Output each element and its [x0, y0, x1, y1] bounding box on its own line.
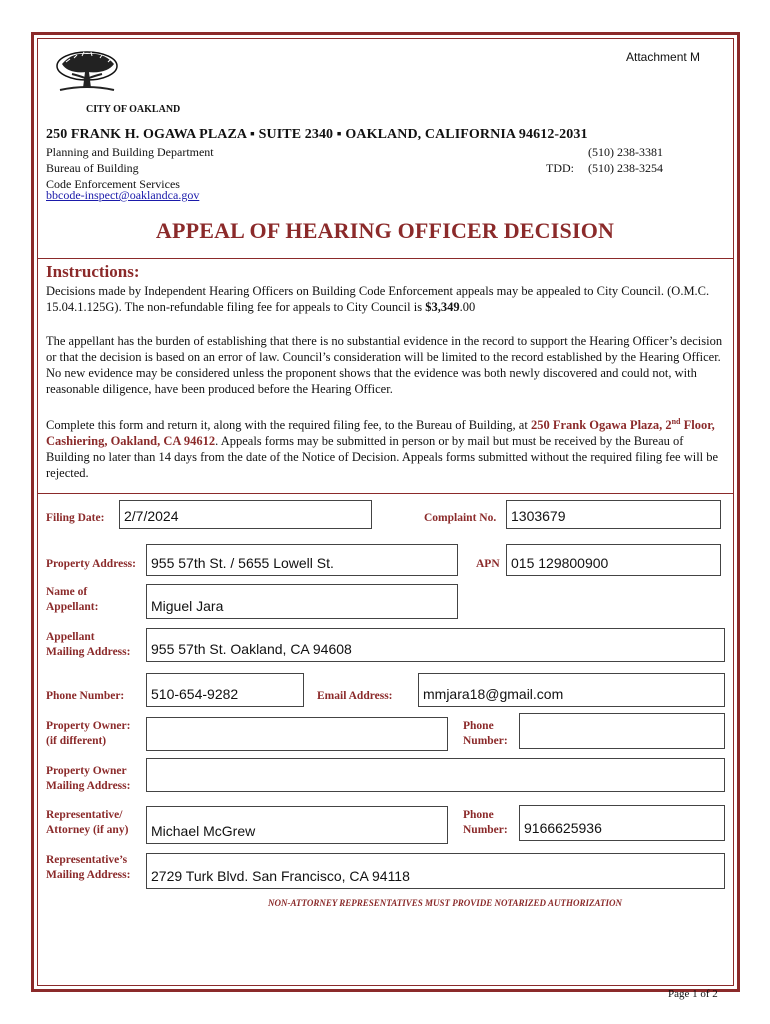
instructions-paragraph-3: Complete this form and return it, along with the required filing fee, to the Bureau of Building, at 250 Frank Ogawa Plaza, 2nd Floor, Cashiering, Oakland, CA 94612. Appeals forms may be submitted in person or by mail but must be received by the Bureau of Building no later than 14 days from the date of the Notice of Decision. Appeals forms submitted without the required filing fee will be rejected.: [46, 417, 719, 481]
notarization-note: NON-ATTORNEY REPRESENTATIVES MUST PROVIDE NOTARIZED AUTHORIZATION: [268, 898, 622, 908]
phone-number-field[interactable]: 510-654-9282: [146, 673, 304, 707]
filing-date-label: Filing Date:: [46, 512, 105, 524]
property-address-field[interactable]: 955 57th St. / 5655 Lowell St.: [146, 544, 458, 576]
rep-mailing-label: Representative’s Mailing Address:: [46, 854, 131, 881]
submission-address: 250 Frank Ogawa Plaza, 2nd Floor, Cashiering, Oakland, CA 94612: [46, 417, 715, 449]
phone-block: [546, 144, 663, 176]
divider: [38, 493, 733, 494]
rep-mailing-field[interactable]: 2729 Turk Blvd. San Francisco, CA 94118: [146, 853, 725, 889]
divider: [38, 258, 733, 259]
instructions-paragraph-1: Decisions made by Independent Hearing Officers on Building Code Enforcement appeals may be appealed to City Council. (O.M.C. 15.04.1.125G). The non-refundable filing fee for appeals to City Council is $3,349.00: [46, 284, 710, 314]
instructions-heading: Instructions:: [46, 262, 140, 281]
appellant-name-label: Name of Appellant:: [46, 586, 99, 613]
appellant-mailing-field[interactable]: 955 57th St. Oakland, CA 94608: [146, 628, 725, 662]
dept-line: Bureau of Building: [46, 161, 139, 175]
department-info: [46, 144, 214, 192]
office-address: 250 FRANK H. OGAWA PLAZA ▪ SUITE 2340 ▪ OAKLAND, CALIFORNIA 94612-2031: [46, 127, 588, 142]
representative-field[interactable]: Michael McGrew: [146, 806, 448, 844]
complaint-no-field[interactable]: 1303679: [506, 500, 721, 529]
owner-phone-label: Phone Number:: [463, 720, 508, 747]
owner-mailing-label: Property Owner Mailing Address:: [46, 765, 131, 792]
phone-number-label: Phone Number:: [46, 690, 125, 702]
contact-email-link[interactable]: bbcode-inspect@oaklandca.gov: [46, 188, 200, 202]
instructions-paragraph-2: The appellant has the burden of establishing that there is no substantial evidence in the record to support the Hearing Officer’s decision or that the decision is based on an error of law. Council’s consideration will be limited to the record established by the Hearing Officer. No new evidence may be considered unless the proponent shows that the evidence was both newly discovered and could not, with reasonable diligence, have been produced before the Hearing Officer.: [46, 334, 723, 396]
property-owner-label: Property Owner: (if different): [46, 720, 131, 747]
rep-phone-label: Phone Number:: [463, 809, 508, 836]
property-address-label: Property Address:: [46, 558, 136, 570]
city-name: CITY OF OAKLAND: [86, 104, 181, 115]
oak-tree-logo-icon: [52, 48, 122, 96]
email-address-field[interactable]: mmjara18@gmail.com: [418, 673, 725, 707]
owner-mailing-field[interactable]: [146, 758, 725, 792]
dept-line: Planning and Building Department: [46, 145, 214, 159]
dept-line: Code Enforcement Services: [46, 177, 180, 191]
page-number: Page 1 of 2: [668, 988, 718, 1000]
form-title: APPEAL OF HEARING OFFICER DECISION: [155, 218, 615, 243]
representative-label: Representative/ Attorney (if any): [46, 809, 129, 836]
property-owner-field[interactable]: [146, 717, 448, 751]
email-address-label: Email Address:: [317, 690, 393, 702]
appellant-mailing-label: Appellant Mailing Address:: [46, 631, 131, 658]
complaint-no-label: Complaint No.: [424, 512, 497, 524]
tdd-phone: (510) 238-3254: [588, 161, 663, 175]
owner-phone-field[interactable]: [519, 713, 725, 749]
tdd-label: TDD:: [546, 161, 574, 175]
main-phone: (510) 238-3381: [588, 145, 663, 159]
filing-fee: $3,349: [425, 300, 460, 314]
apn-label: APN: [476, 558, 500, 570]
attachment-label: Attachment M: [626, 50, 701, 64]
filing-date-field[interactable]: 2/7/2024: [119, 500, 372, 529]
rep-phone-field[interactable]: 9166625936: [519, 805, 725, 841]
appellant-name-field[interactable]: Miguel Jara: [146, 584, 458, 619]
apn-field[interactable]: 015 129800900: [506, 544, 721, 576]
